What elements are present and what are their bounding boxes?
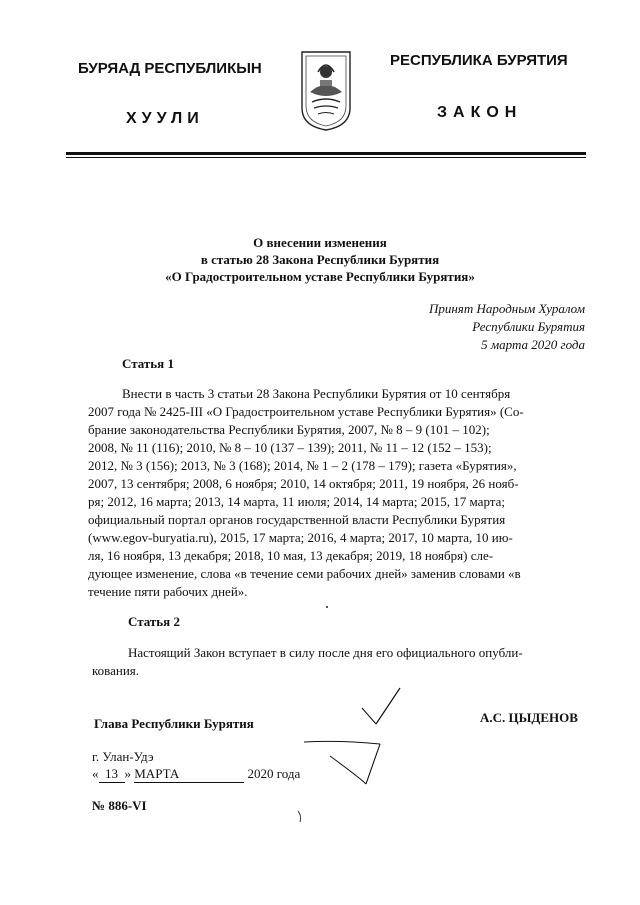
article-1-line: 2012, № 3 (156); 2013, № 3 (168); 2014, № 1 – 2 (178 – 179); газета «Бурятия», [88,458,517,473]
header-right-subtitle: ЗАКОН [437,104,523,121]
header-left-title: БУРЯАД РЕСПУБЛИКЫН [78,60,262,77]
article-1-line: официальный портал органов государственной власти Республики Бурятия [88,512,506,527]
article-2-line: Настоящий Закон вступает в силу после дня его официального опубли- [128,645,523,660]
law-number: № 886-VI [92,798,147,813]
handwritten-signature-icon [300,686,420,786]
date-day: 13 [99,766,125,783]
article-1-line: 2008, № 11 (116); 2010, № 8 – 10 (137 – 139); 2011, № 11 – 12 (152 – 153); [88,440,492,455]
city-of-signing: г. Улан-Удэ [92,749,154,764]
article-2-heading: Статья 2 [128,614,180,629]
article-1-line: ря; 2012, 16 марта; 2013, 14 марта, 11 июля; 2014, 14 марта; 2015, 17 марта; [88,494,506,509]
law-title-line-3: «О Градостроительном уставе Республики Бурятия» [165,269,475,284]
article-1-heading: Статья 1 [122,356,174,371]
law-title-line-1: О внесении изменения [253,235,387,250]
date-year: 2020 года [247,766,301,781]
header-divider-thin [66,157,586,158]
signatory-title: Глава Республики Бурятия [94,716,254,731]
article-1-line: ля, 16 ноября, 13 декабря; 2018, 10 мая, 13 декабря; 2019, 18 ноября) сле- [88,548,494,563]
date-open-quote: « [92,766,99,781]
article-1-line: Внести в часть 3 статьи 28 Закона Республики Бурятия от 10 сентября [122,386,511,401]
article-1-line: 2007 года № 2425-III «О Градостроительном уставе Республики Бурятия» (Со- [88,404,524,419]
scan-mark-icon [296,810,306,824]
article-1-line: дующее изменение, слова «в течение семи рабочих дней» заменив словами «в [88,566,521,581]
article-1-line: (www.egov-buryatia.ru), 2015, 17 марта; 2016, 4 марта; 2017, 10 марта, 10 ию- [88,530,513,545]
header-right-title: РЕСПУБЛИКА БУРЯТИЯ [390,52,568,69]
article-1-line: брание законодательства Республики Бурятия, 2007, № 8 – 9 (101 – 102); [88,422,490,437]
date-month: МАРТА [134,766,244,783]
scan-speck [326,606,328,608]
coat-of-arms-icon [296,48,356,132]
article-2-line: кования. [92,663,140,678]
adopted-date: 5 марта 2020 года [481,337,585,352]
signatory-name: А.С. ЦЫДЕНОВ [480,710,578,725]
signing-date [92,766,300,783]
article-1-line: течение пяти рабочих дней». [88,584,248,599]
date-close-quote: » [124,766,131,781]
article-1-line: 2007, 13 сентября; 2008, 6 ноября; 2010, 14 октября; 2011, 19 ноября, 26 нояб- [88,476,519,491]
header-left-subtitle: ХУУЛИ [126,110,204,127]
adopted-line-2: Республики Бурятия [472,319,585,334]
adopted-line-1: Принят Народным Хуралом [428,301,585,316]
law-title-line-2: в статью 28 Закона Республики Бурятия [200,252,440,267]
header-divider-thick [66,152,586,155]
